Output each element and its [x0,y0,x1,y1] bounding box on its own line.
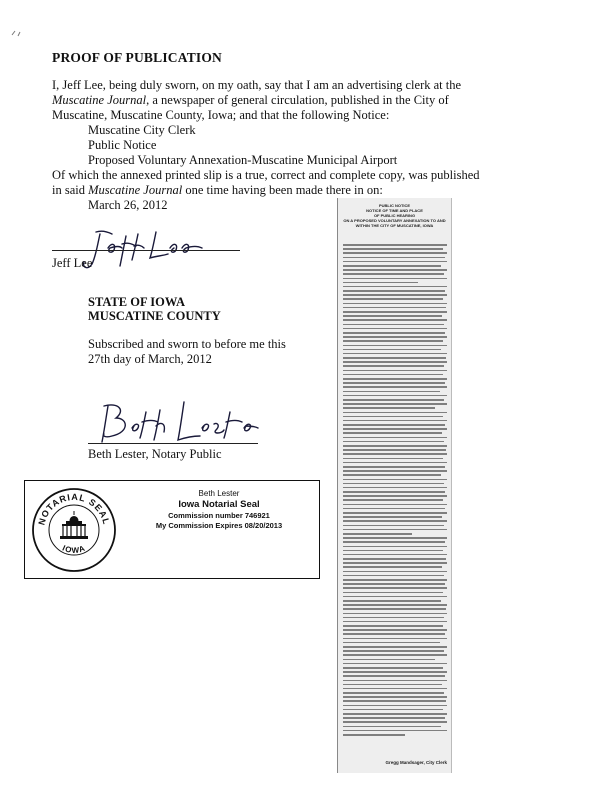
clipping-text-line [343,680,447,682]
clipping-text-line [343,315,442,317]
clipping-text-line [343,286,447,288]
notice-line-type: Public Notice [88,138,157,152]
affiant-name: Jeff Lee [52,256,93,270]
clipping-text-line [343,382,445,384]
publication-date: March 26, 2012 [88,198,168,212]
clipping-text-line [343,303,447,305]
clipping-text-line [343,621,447,623]
clipping-text-line [343,311,447,313]
clipping-heading-line: OF PUBLIC HEARING [373,213,416,218]
clipping-heading-line: PUBLIC NOTICE [378,203,411,208]
clipping-text-line [343,252,447,254]
clipping-text-line [343,525,444,527]
clipping-text-line [343,491,445,493]
clipping-text-line [343,554,447,556]
clipping-heading [338,198,451,228]
page-title: PROOF OF PUBLICATION [52,50,223,65]
clipping-text-line [343,504,447,506]
clipping-text-line [343,378,447,380]
clipping-text-line [343,642,440,644]
clipping-text-line [343,550,443,552]
clipping-text-line [343,717,445,719]
clipping-text-line [343,659,435,661]
clipping-text-line [343,324,444,326]
clipping-text-line [343,734,405,736]
clipping-text-line [343,365,444,367]
clipping-text-line [343,462,447,464]
closing-line-2: in said Muscatine Journal one time having been made there in on: [52,183,383,197]
notary-name: Beth Lester, Notary Public [88,447,222,461]
clipping-text-line [343,370,447,372]
clipping-text-line [343,533,412,535]
clipping-text-line [343,663,447,665]
clipping-text-line [343,278,447,280]
clipping-text-line [343,319,447,321]
clipping-text-line [343,474,441,476]
clipping-text-line [343,307,446,309]
affiant-signature-line [52,250,240,251]
clipping-text-line [343,399,444,401]
clipping-heading-line: NOTICE OF TIME AND PLACE [366,208,423,213]
clipping-text-line [343,629,447,631]
clipping-text-line [343,483,444,485]
clipping-text-line [343,579,447,581]
clipping-text-line [343,273,444,275]
clipping-text-line [343,700,446,702]
seal-notary-name: Beth Lester [198,489,240,498]
clipping-text-line [343,298,443,300]
newspaper-clipping [337,198,452,773]
clipping-text-line [343,416,443,418]
clipping-text-line [343,332,445,334]
seal-title: Iowa Notarial Seal [178,499,260,510]
notice-line-clerk: Muscatine City Clerk [88,123,196,137]
clipping-text-line [343,345,447,347]
clipping-text-line [343,449,446,451]
clipping-text-line [343,596,447,598]
clipping-text-line [343,261,447,263]
clipping-text-line [343,604,447,606]
clipping-text-line [343,512,447,514]
jurat-line-1: Subscribed and sworn to before me this [88,337,286,351]
clipping-text-line [343,566,442,568]
clipping-text-line [343,248,443,250]
clipping-text-line [343,265,441,267]
clipping-text-line [343,541,445,543]
clipping-text-line [343,428,447,430]
clipping-text-line [343,353,447,355]
clipping-text-line [343,361,447,363]
clipping-text-line [343,495,447,497]
clipping-text-line [343,412,447,414]
clipping-text-line [343,654,447,656]
clipping-text-line [343,650,444,652]
clipping-text-line [343,600,441,602]
clipping-text-line [343,726,441,728]
clipping-text-line [343,613,447,615]
clipping-text-line [343,445,447,447]
clipping-text-line [343,466,445,468]
clipping-text-line [343,420,447,422]
paragraph-line-3: Muscatine, Muscatine County, Iowa; and that the following Notice: [52,108,390,122]
clipping-text-line [343,441,444,443]
clipping-text-line [343,730,447,732]
clipping-text-line [343,671,447,673]
paragraph-line-1: I, Jeff Lee, being duly sworn, on my oath, say that I am an advertising clerk at the [52,78,462,92]
clipping-text-line [343,349,441,351]
clipping-text-line [343,269,447,271]
clipping-text-line [343,294,447,296]
clipping-heading-line: WITHIN THE CITY OF MUSCATINE, IOWA [355,223,434,228]
clipping-text-line [343,575,444,577]
clipping-text-line [343,424,445,426]
jurat [88,337,288,367]
clipping-text-line [343,633,445,635]
clipping-text-line [343,546,447,548]
clipping-text-line [343,646,447,648]
clipping-text-line [343,340,443,342]
paragraph-line-2: Muscatine Journal, a newspaper of general circulation, published in the City of [52,93,449,107]
notarial-seal-emblem [31,487,117,573]
clipping-text-line [343,587,447,589]
clipping-text-line [343,721,447,723]
notarial-seal-stamp [24,480,320,579]
clipping-text-line [343,692,444,694]
clipping-text-line [343,638,447,640]
svg-text:IOWA: IOWA [60,543,87,556]
seal-commission-number: Commission number 746921 [168,511,270,520]
clipping-text-line [343,705,447,707]
clipping-text-line [343,667,443,669]
clipping-text-line [343,608,446,610]
clipping-text-line [343,453,447,455]
seal-commission-expiry: My Commission Expires 08/20/2013 [155,521,283,530]
venue-state: STATE OF IOWA [88,295,186,309]
clipping-text-line [343,437,447,439]
clipping-text-line [343,470,447,472]
clipping-text-line [343,508,445,510]
clipping-text-line [343,290,445,292]
clipping-text-line [343,537,447,539]
clipping-text-line [343,625,443,627]
clipping-text-line [343,374,443,376]
clipping-text-line [343,520,447,522]
venue-county: MUSCATINE COUNTY [88,309,221,323]
clipping-text-line [343,357,446,359]
clipping-text-line [343,395,447,397]
clipping-text-line [343,684,442,686]
clipping-text-line [343,403,447,405]
svg-text:NOTARIAL SEAL: NOTARIAL SEAL [36,491,112,527]
clipping-text-line [343,617,444,619]
clipping-text-line [343,407,435,409]
clipping-text-line [343,432,442,434]
clipping-text-line [343,516,442,518]
clipping-text-line [343,257,445,259]
clipping-heading-line: ON A PROPOSED VOLUNTARY ANNEXATION TO AND [343,218,446,223]
notice-line-subject: Proposed Voluntary Annexation-Muscatine Municipal Airport [88,153,398,167]
closing-line-1: Of which the annexed printed slip is a true, correct and complete copy, was published [52,168,480,182]
jurat-line-2: 27th day of March, 2012 [88,352,212,366]
clipping-text-line [343,479,447,481]
seal-text-block [121,489,317,531]
clipping-text-line [343,562,447,564]
clipping-text-line [343,571,447,573]
clipping-signature: Gregg Mandsager, City Clerk [385,760,447,765]
clipping-text-line [343,328,447,330]
clipping-text-line [343,282,418,284]
clipping-text-line [343,709,443,711]
clipping-text-line [343,592,443,594]
clipping-text-line [343,696,447,698]
clipping-text-line [343,688,447,690]
clipping-text-line [343,529,447,531]
corner-mark [10,28,24,38]
clipping-text-line [343,499,443,501]
affidavit-body [52,78,557,213]
clipping-text-line [343,391,440,393]
clipping-body-text [343,244,447,738]
venue-block [88,295,221,323]
clipping-text-line [343,244,447,246]
clipping-text-line [343,458,443,460]
clipping-text-line [343,713,447,715]
clipping-text-line [343,558,446,560]
clipping-text-line [343,336,447,338]
notary-signature-line [88,443,258,444]
clipping-text-line [343,675,445,677]
clipping-text-line [343,386,447,388]
clipping-text-line [343,487,447,489]
clipping-text-line [343,583,445,585]
